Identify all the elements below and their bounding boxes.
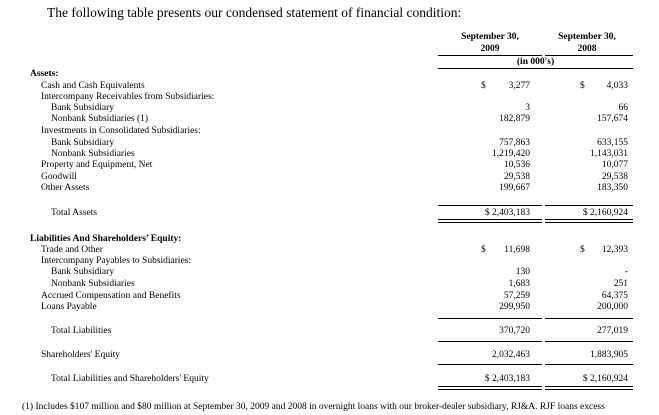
units-label: (in 000's): [516, 57, 555, 67]
value-2008: 66: [618, 103, 628, 113]
value-2008: 64,375: [601, 291, 628, 301]
value-2009: 130: [515, 267, 530, 277]
row-label: Loans Payable: [41, 302, 97, 312]
value-2009: 182,879: [499, 114, 530, 124]
liab-sum-rule-2008: [545, 318, 633, 319]
assets-total-double-rule-2009: [438, 219, 542, 220]
row-label: Nonbank Subsidiaries (1): [51, 114, 149, 124]
equity-rule-2008: [545, 364, 633, 365]
column-header-2008-line1: September 30,: [558, 32, 616, 42]
row-label: Intercompany Receivables from Subsidiaries:: [41, 92, 215, 102]
row-label: Liabilities And Shareholders’ Equity:: [30, 234, 182, 244]
assets-total-double-rule-2008b: [545, 222, 633, 223]
value-2009: 199,667: [499, 183, 530, 193]
row-label: Bank Subsidiary: [51, 138, 115, 148]
liab-total-rule-2008: [545, 341, 633, 342]
row-label: Bank Subsidiary: [51, 103, 115, 113]
footnote: (1) Includes $107 million and $80 million at September 30, 2009 and 2008 in overnight loans with our broker-dealer subsidiary, RJ&A. RJF loans excess: [22, 402, 605, 412]
grand-total-double-rule-2008: [545, 386, 633, 387]
value-2008: 1,883,905: [590, 350, 628, 360]
value-2009: $ 2,403,183: [484, 374, 530, 384]
value-2009: 299,950: [499, 302, 530, 312]
dollar-sign-2009: $: [481, 81, 486, 91]
value-2009: 1,219,420: [492, 149, 530, 159]
row-label: Nonbank Subsidiaries: [51, 279, 135, 289]
assets-sum-rule-2008: [545, 205, 633, 206]
value-2008: 633,155: [597, 138, 628, 148]
dollar-sign-2008: $: [580, 245, 585, 255]
assets-sum-rule-2009: [438, 205, 542, 206]
row-label: Total Assets: [51, 208, 98, 218]
row-label: Total Liabilities and Shareholders' Equity: [51, 374, 209, 384]
row-label: Bank Subsidiary: [51, 267, 115, 277]
header-underline-2008: [545, 55, 633, 56]
row-label: Nonbank Subsidiaries: [51, 149, 135, 159]
row-label: Total Liabilities: [51, 326, 112, 336]
liab-sum-rule-2009: [438, 318, 542, 319]
value-2008: $ 2,160,924: [582, 374, 628, 384]
column-header-2009: [438, 31, 542, 55]
value-2009: 2,032,463: [492, 350, 530, 360]
row-label: Goodwill: [41, 172, 77, 182]
row-label: Cash and Cash Equivalents: [41, 81, 145, 91]
row-label: Shareholders' Equity: [41, 350, 121, 360]
value-2008: 29,538: [601, 172, 628, 182]
value-2008: $ 2,160,924: [582, 208, 628, 218]
value-2009: 3: [525, 103, 530, 113]
value-2009: $ 2,403,183: [484, 208, 530, 218]
row-label: Accrued Compensation and Benefits: [41, 291, 181, 301]
row-label: Investments in Consolidated Subsidiaries:: [41, 126, 201, 136]
grand-total-double-rule-2009: [438, 386, 542, 387]
value-2008: 10,077: [601, 160, 628, 170]
value-2008: 277,019: [597, 326, 628, 336]
row-label: Trade and Other: [41, 245, 103, 255]
units-underline: [438, 68, 633, 69]
value-2008: 157,674: [597, 114, 628, 124]
row-label: Assets:: [30, 69, 59, 79]
value-2008: 12,393: [601, 245, 628, 255]
value-2009: 10,536: [503, 160, 530, 170]
row-label: Property and Equipment, Net: [41, 160, 153, 170]
row-label: Intercompany Payables to Subsidiaries:: [41, 256, 192, 266]
value-2009: 57,259: [503, 291, 530, 301]
column-header-2009-line1: September 30,: [461, 32, 519, 42]
column-header-2008-line2: 2008: [577, 44, 597, 54]
assets-total-double-rule-2009b: [438, 222, 542, 223]
liab-total-rule-2009: [438, 341, 542, 342]
dollar-sign-2008: $: [580, 81, 585, 91]
value-2009: 370,720: [499, 326, 530, 336]
grand-total-double-rule-2009b: [438, 389, 542, 390]
value-2008: 200,000: [597, 302, 628, 312]
column-header-2009-line2: 2009: [480, 44, 500, 54]
intro-text: The following table presents our condensed statement of financial condition:: [47, 5, 462, 20]
value-2008: 1,143,031: [590, 149, 628, 159]
value-2008: 4,033: [606, 81, 628, 91]
column-header-2008: [541, 31, 633, 55]
dollar-sign-2009: $: [481, 245, 486, 255]
header-underline-2009: [438, 55, 542, 56]
value-2008: 251: [613, 279, 628, 289]
value-2009: 1,683: [508, 279, 530, 289]
value-2009: 757,863: [499, 138, 530, 148]
value-2008: -: [624, 267, 628, 277]
equity-rule-2009: [438, 364, 542, 365]
assets-total-double-rule-2008: [545, 219, 633, 220]
value-2009: 29,538: [503, 172, 530, 182]
value-2009: 11,698: [504, 245, 530, 255]
value-2008: 183,350: [597, 183, 628, 193]
grand-total-double-rule-2008b: [545, 389, 633, 390]
row-label: Other Assets: [41, 183, 90, 193]
value-2009: 3,277: [508, 81, 530, 91]
